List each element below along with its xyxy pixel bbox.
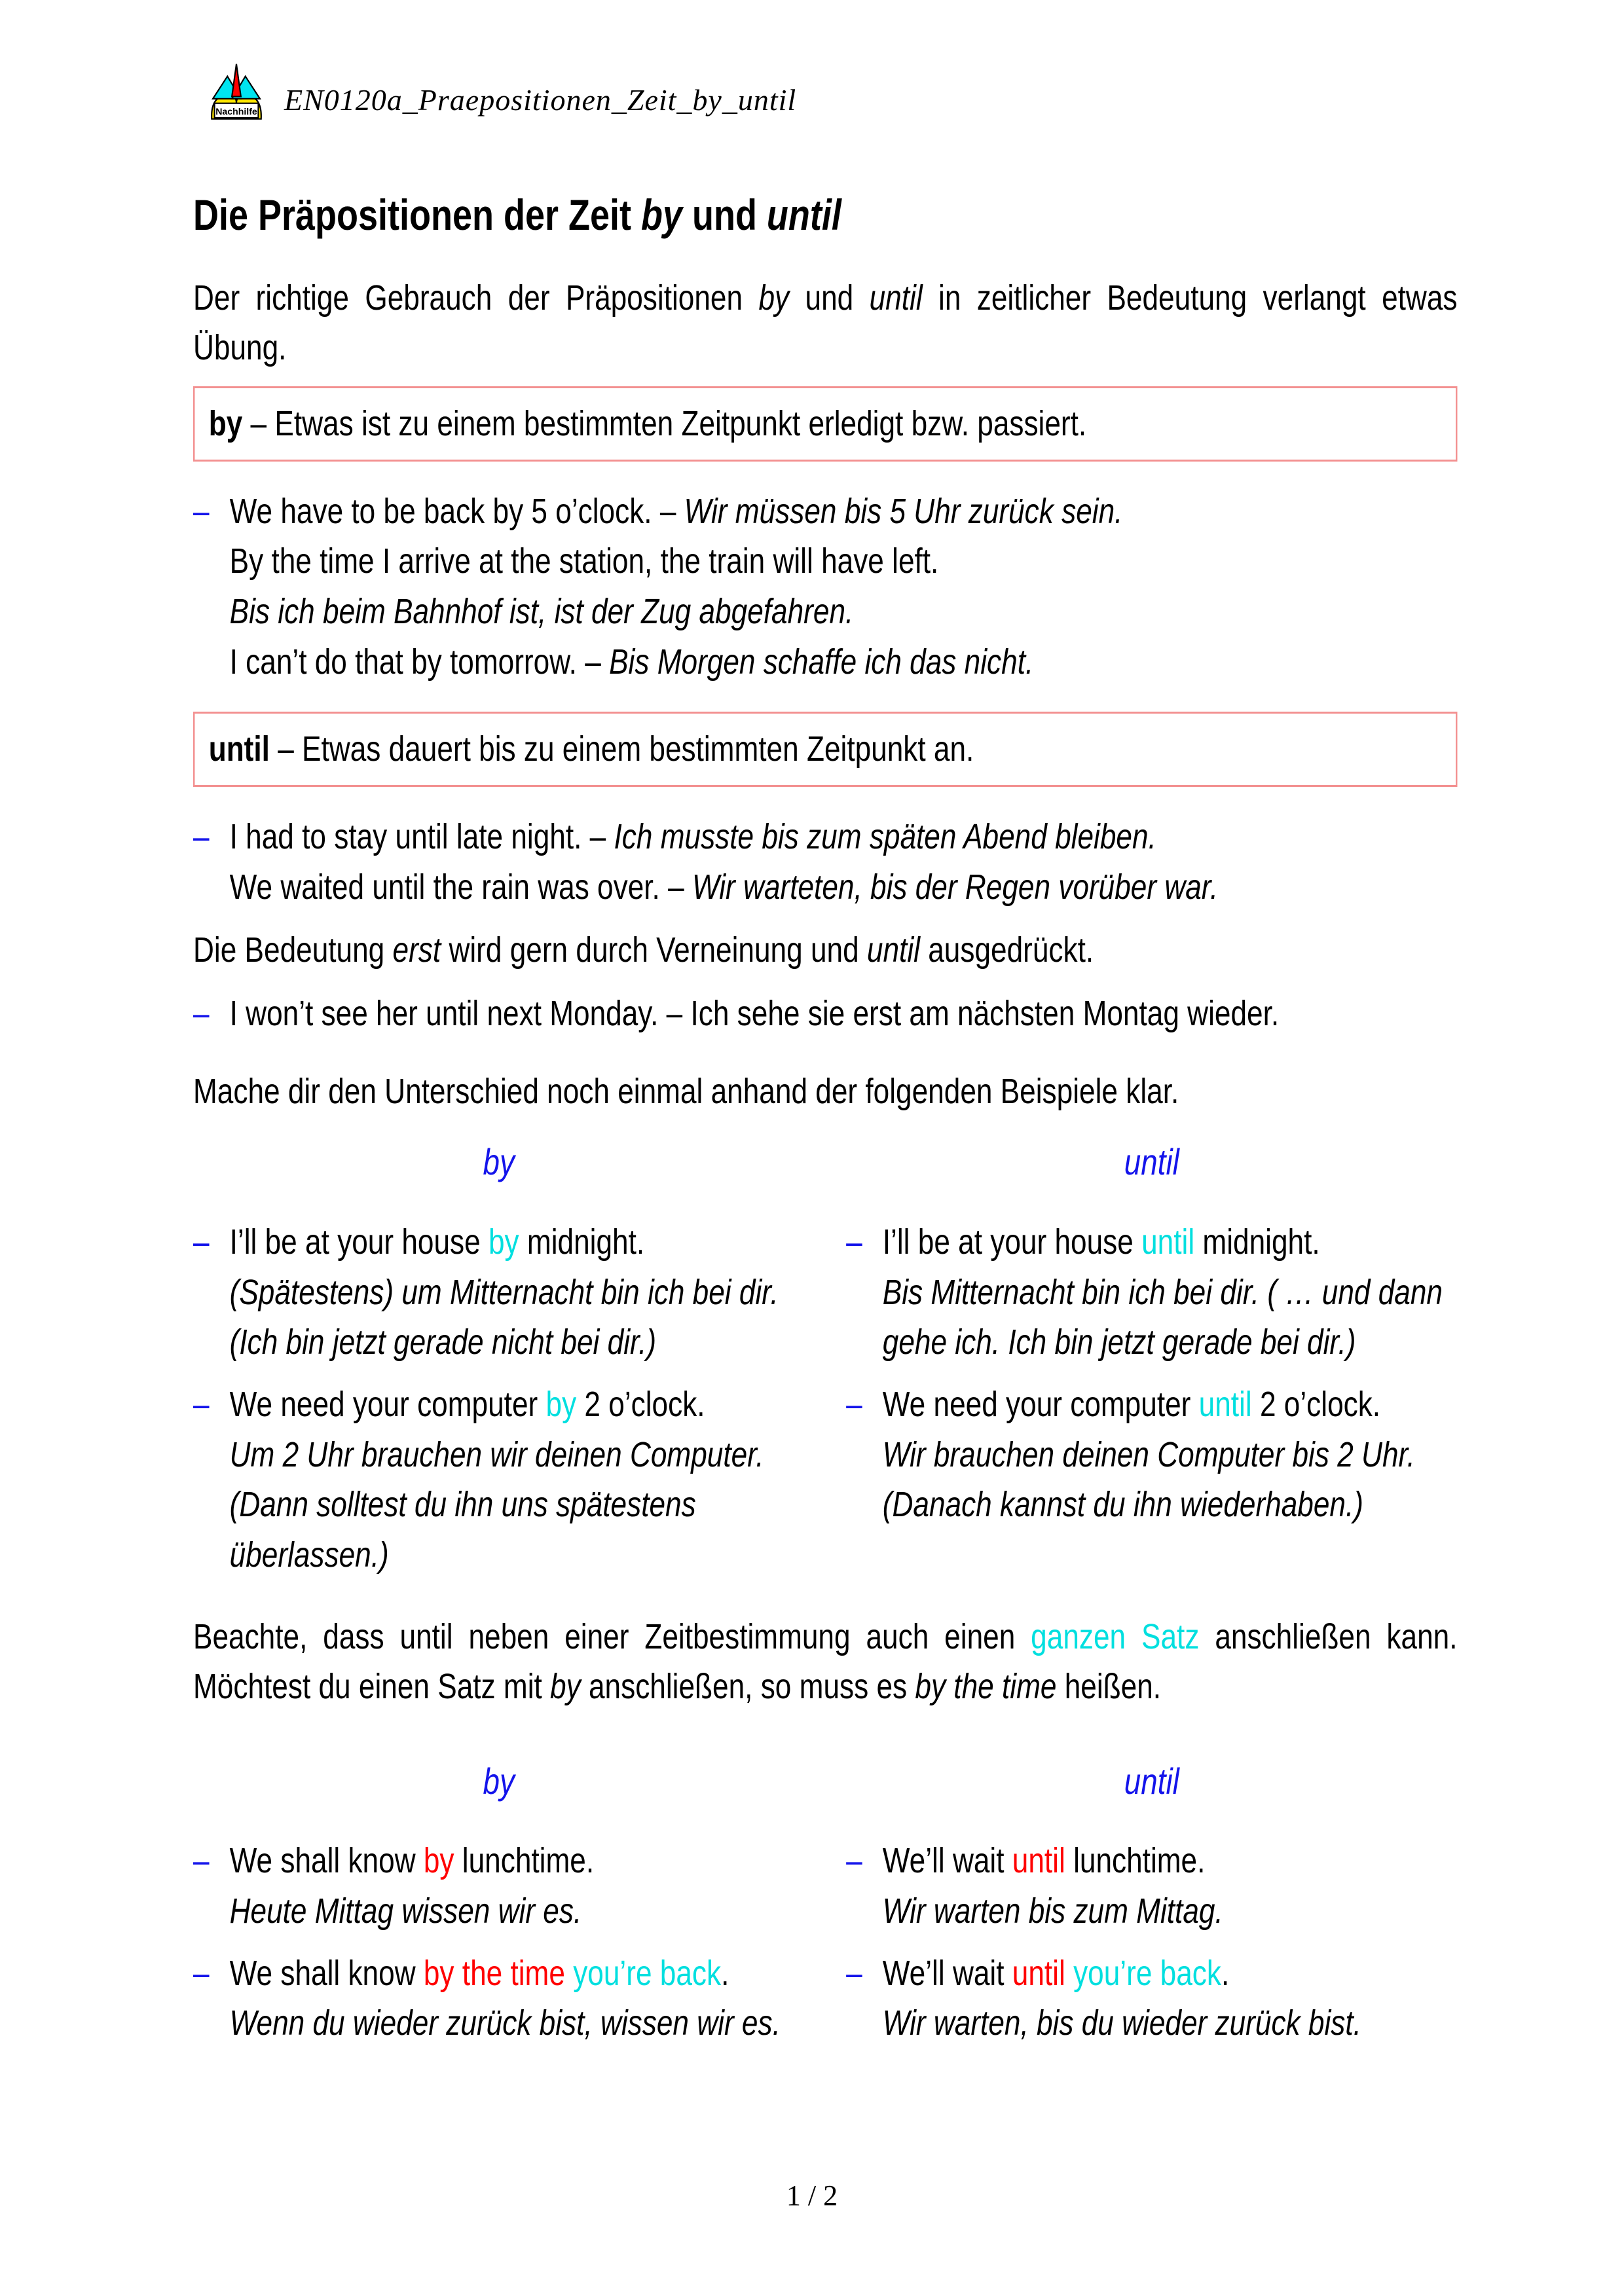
bullet-dash: – <box>193 1841 210 1881</box>
example-english: We need your computer by 2 o’clock. <box>229 1384 705 1424</box>
example-item <box>846 1836 1457 1936</box>
bullet-dash: – <box>193 1953 210 1993</box>
example-german: Bis Mitternacht bin ich bei dir. ( … und dann gehe ich. Ich bin jetzt gerade bei dir.) <box>882 1272 1443 1362</box>
keyword-until: until <box>1012 1953 1065 1993</box>
german-translation: Wir müssen bis 5 Uhr zurück sein. <box>684 491 1123 531</box>
example-line <box>193 637 1457 687</box>
example-text: I won’t see her until next Monday. – Ich sehe sie erst am nächsten Montag wieder. <box>229 993 1280 1033</box>
column-header-until: until <box>1124 1141 1179 1183</box>
page-title: Die Präpositionen der Zeit by und until <box>193 191 841 239</box>
german-translation: Bis ich beim Bahnhof ist, ist der Zug abgefahren. <box>229 591 854 631</box>
page-number: 1 / 2 <box>786 2179 838 2212</box>
example-line <box>193 862 1457 913</box>
bullet-spacer <box>193 536 230 587</box>
intro-paragraph: Der richtige Gebrauch der Präpositionen by und until in zeitlicher Bedeutung verlangt etwas Übung. <box>193 278 1458 368</box>
bullet-dash: – <box>846 1384 862 1424</box>
column-header-until: until <box>1124 1760 1179 1802</box>
example-line <box>193 536 1457 587</box>
example-item <box>846 1217 1457 1368</box>
logo-label: Nachhilfe <box>215 105 257 117</box>
example-english: We shall know by the time you’re back. <box>229 1953 729 1993</box>
erst-note-paragraph: Die Bedeutung erst wird gern durch Verneinung und until ausgedrückt. <box>193 930 1094 970</box>
example-item <box>193 1217 804 1368</box>
comparison-table-1 <box>193 1116 1457 1592</box>
rule-text-until: – Etwas dauert bis zu einem bestimmten Zeitpunkt an. <box>269 729 974 769</box>
note-paragraph: Beachte, dass until neben einer Zeitbestimmung auch einen ganzen Satz anschließen kann. Möchtest du einen Satz mit by anschließen, so muss es by the time heißen. <box>193 1616 1458 1707</box>
example-english: We shall know by lunchtime. <box>229 1841 595 1881</box>
until-example-group <box>193 812 1457 912</box>
rule-term-until: until <box>208 729 270 769</box>
bullet-dash: – <box>846 1953 862 1993</box>
by-column <box>193 1736 804 2060</box>
example-german: (Spätestens) um Mitternacht bin ich bei dir. (Ich bin jetzt gerade nicht bei dir.) <box>229 1272 779 1362</box>
example-line <box>193 486 1457 537</box>
rule-box-by <box>193 386 1457 462</box>
example-text: I can’t do that by tomorrow. – Bis Morgen schaffe ich das nicht. <box>229 642 1034 682</box>
example-text: I had to stay until late night. – Ich musste bis zum späten Abend bleiben. <box>229 816 1156 856</box>
example-item <box>193 1836 804 1936</box>
nachhilfe-logo-icon <box>208 63 265 126</box>
example-english: We need your computer until 2 o’clock. <box>882 1384 1381 1424</box>
keyword-until: until <box>1141 1222 1195 1262</box>
example-item <box>193 1379 804 1580</box>
bullet-dash: – <box>846 1222 862 1262</box>
bullet-dash: – <box>193 993 210 1033</box>
until-column <box>846 1116 1457 1592</box>
example-german: Heute Mittag wissen wir es. <box>229 1891 582 1931</box>
title-keyword-until: until <box>766 191 841 239</box>
example-text: We have to be back by 5 o’clock. – Wir müssen bis 5 Uhr zurück sein. <box>229 491 1123 531</box>
german-translation: Ich musste bis zum späten Abend bleiben. <box>614 816 1156 856</box>
compare-intro-paragraph: Mache dir den Unterschied noch einmal anhand der folgenden Beispiele klar. <box>193 1071 1179 1111</box>
title-keyword-by: by <box>640 191 682 239</box>
example-english: I’ll be at your house until midnight. <box>882 1222 1320 1262</box>
document-id: EN0120a_Praepositionen_Zeit_by_until <box>284 83 797 117</box>
bullet-dash: – <box>193 491 210 531</box>
example-german: Wenn du wieder zurück bist, wissen wir es. <box>229 2003 781 2043</box>
example-item <box>846 1379 1457 1530</box>
example-german: Wir warten bis zum Mittag. <box>882 1891 1223 1931</box>
keyword-youre-back: you’re back <box>1073 1953 1221 1993</box>
rule-text-by: – Etwas ist zu einem bestimmten Zeitpunkt erledigt bzw. passiert. <box>242 403 1087 443</box>
example-line <box>193 989 1457 1039</box>
comparison-table-2 <box>193 1736 1457 2060</box>
bullet-dash: – <box>846 1841 862 1881</box>
keyword-by: by <box>488 1222 519 1262</box>
bullet-dash: – <box>193 816 210 856</box>
example-line <box>193 812 1457 862</box>
until-column <box>846 1736 1457 2060</box>
german-translation: Bis Morgen schaffe ich das nicht. <box>609 642 1034 682</box>
example-text: We waited until the rain was over. – Wir warteten, bis der Regen vorüber war. <box>229 867 1219 907</box>
example-english: We’ll wait until you’re back. <box>882 1953 1230 1993</box>
keyword-until: until <box>1012 1841 1065 1881</box>
by-example-group <box>193 486 1457 687</box>
keyword-until: until <box>1198 1384 1252 1424</box>
column-header-by: by <box>483 1760 515 1802</box>
rule-term-by: by <box>208 403 243 443</box>
column-header-by: by <box>483 1141 515 1183</box>
german-translation: Wir warteten, bis der Regen vorüber war. <box>692 867 1219 907</box>
bullet-spacer <box>193 637 230 687</box>
bullet-dash: – <box>193 1384 210 1424</box>
keyword-by: by <box>545 1384 577 1424</box>
example-german: Wir brauchen deinen Computer bis 2 Uhr. (Danach kannst du ihn wiederhaben.) <box>882 1434 1415 1525</box>
bullet-dash: – <box>193 1222 210 1262</box>
example-text: By the time I arrive at the station, the train will have left. <box>229 541 939 581</box>
example-german: Wir warten, bis du wieder zurück bist. <box>882 2003 1361 2043</box>
example-item <box>846 1948 1457 2049</box>
bullet-spacer <box>193 862 230 913</box>
keyword-youre-back: you’re back <box>573 1953 722 1993</box>
page-footer <box>0 2179 1624 2212</box>
example-item <box>193 1948 804 2049</box>
example-english: I’ll be at your house by midnight. <box>229 1222 645 1262</box>
keyword-by-the-time: by the time <box>423 1953 565 1993</box>
keyword-by: by <box>423 1841 454 1881</box>
document-body <box>193 191 1457 2080</box>
page-header <box>208 63 796 126</box>
rule-box-until <box>193 712 1457 787</box>
example-english: We’ll wait until lunchtime. <box>882 1841 1206 1881</box>
highlight-ganzer-satz: ganzen Satz <box>1031 1616 1200 1656</box>
by-column <box>193 1116 804 1592</box>
example-german: Um 2 Uhr brauchen wir deinen Computer. (Dann solltest du ihn uns spätestens überlassen.) <box>229 1434 764 1575</box>
